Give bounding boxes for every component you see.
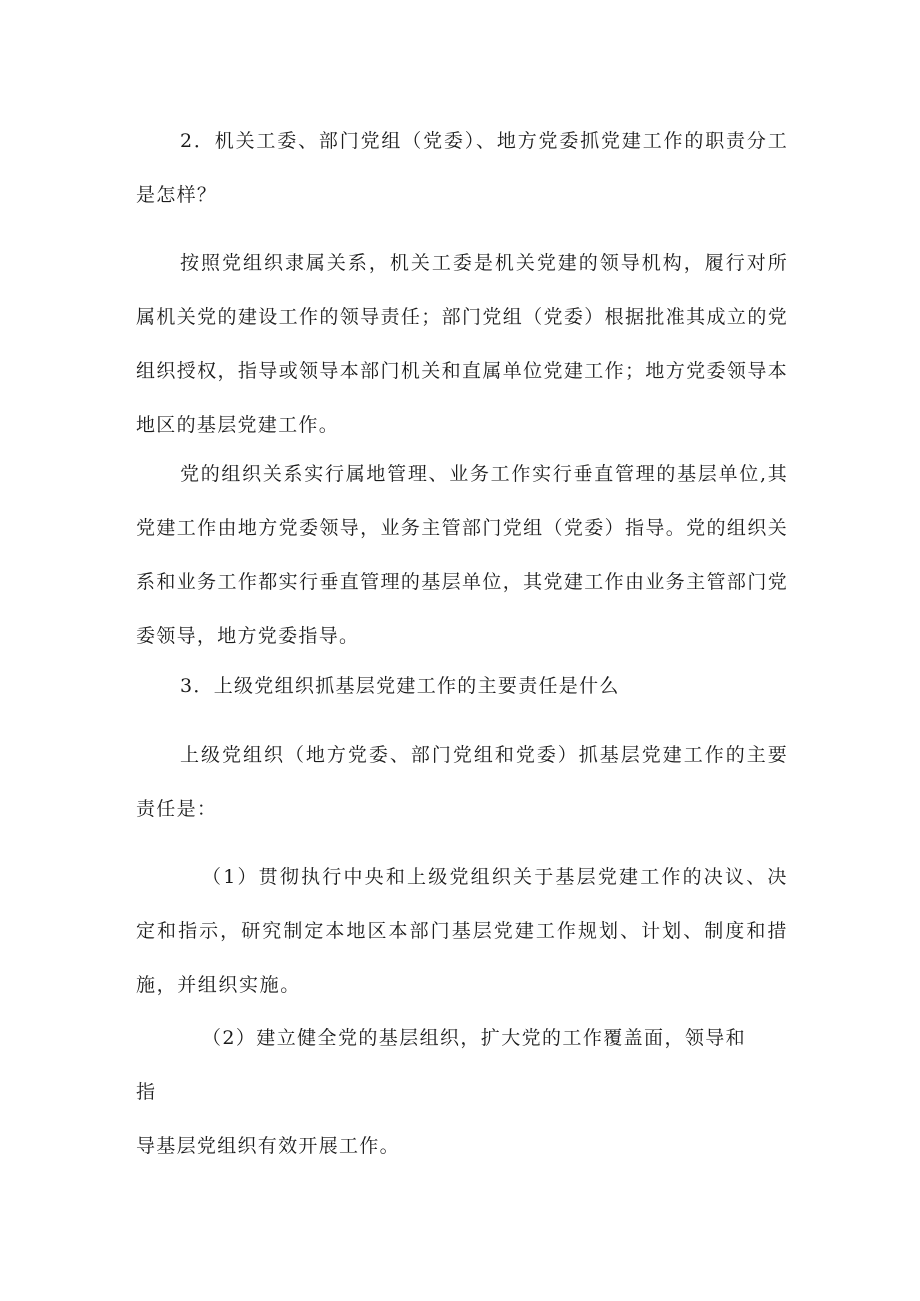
question-3-item-1: （1）贯彻执行中央和上级党组织关于基层党建工作的决议、决定和指示，研究制定本地区本部门基层党建工作规划、计划、制度和措施，并组织实施。: [136, 866, 788, 996]
question-2-heading: 2．机关工委、部门党组（党委）、地方党委抓党建工作的职责分工是怎样？: [136, 130, 788, 206]
question-3-answer-intro: 上级党组织（地方党委、部门党组和党委）抓基层党建工作的主要责任是：: [136, 744, 788, 820]
question-2-answer-paragraph-2: 党的组织关系实行属地管理、业务工作实行垂直管理的基层单位,其党建工作由地方党委领导，业务主管部门党组（党委）指导。党的组织关系和业务工作都实行垂直管理的基层单位，其党建工作由业务主管部门党委领导，地方党委指导。: [136, 463, 788, 647]
question-3-item-2: [136, 1011, 788, 1173]
question-3-item-2-line-1: （2）建立健全党的基层组织，扩大党的工作覆盖面，领导和指: [136, 1027, 746, 1103]
question-3-heading: 3．上级党组织抓基层党建工作的主要责任是什么: [180, 675, 620, 697]
question-2-answer-paragraph-1: 按照党组织隶属关系，机关工委是机关党建的领导机构，履行对所属机关党的建设工作的领导责任；部门党组（党委）根据批准其成立的党组织授权，指导或领导本部门机关和直属单位党建工作；地方党委领导本地区的基层党建工作。: [136, 252, 788, 436]
question-3-item-2-line-2: 导基层党组织有效开展工作。: [136, 1135, 400, 1157]
